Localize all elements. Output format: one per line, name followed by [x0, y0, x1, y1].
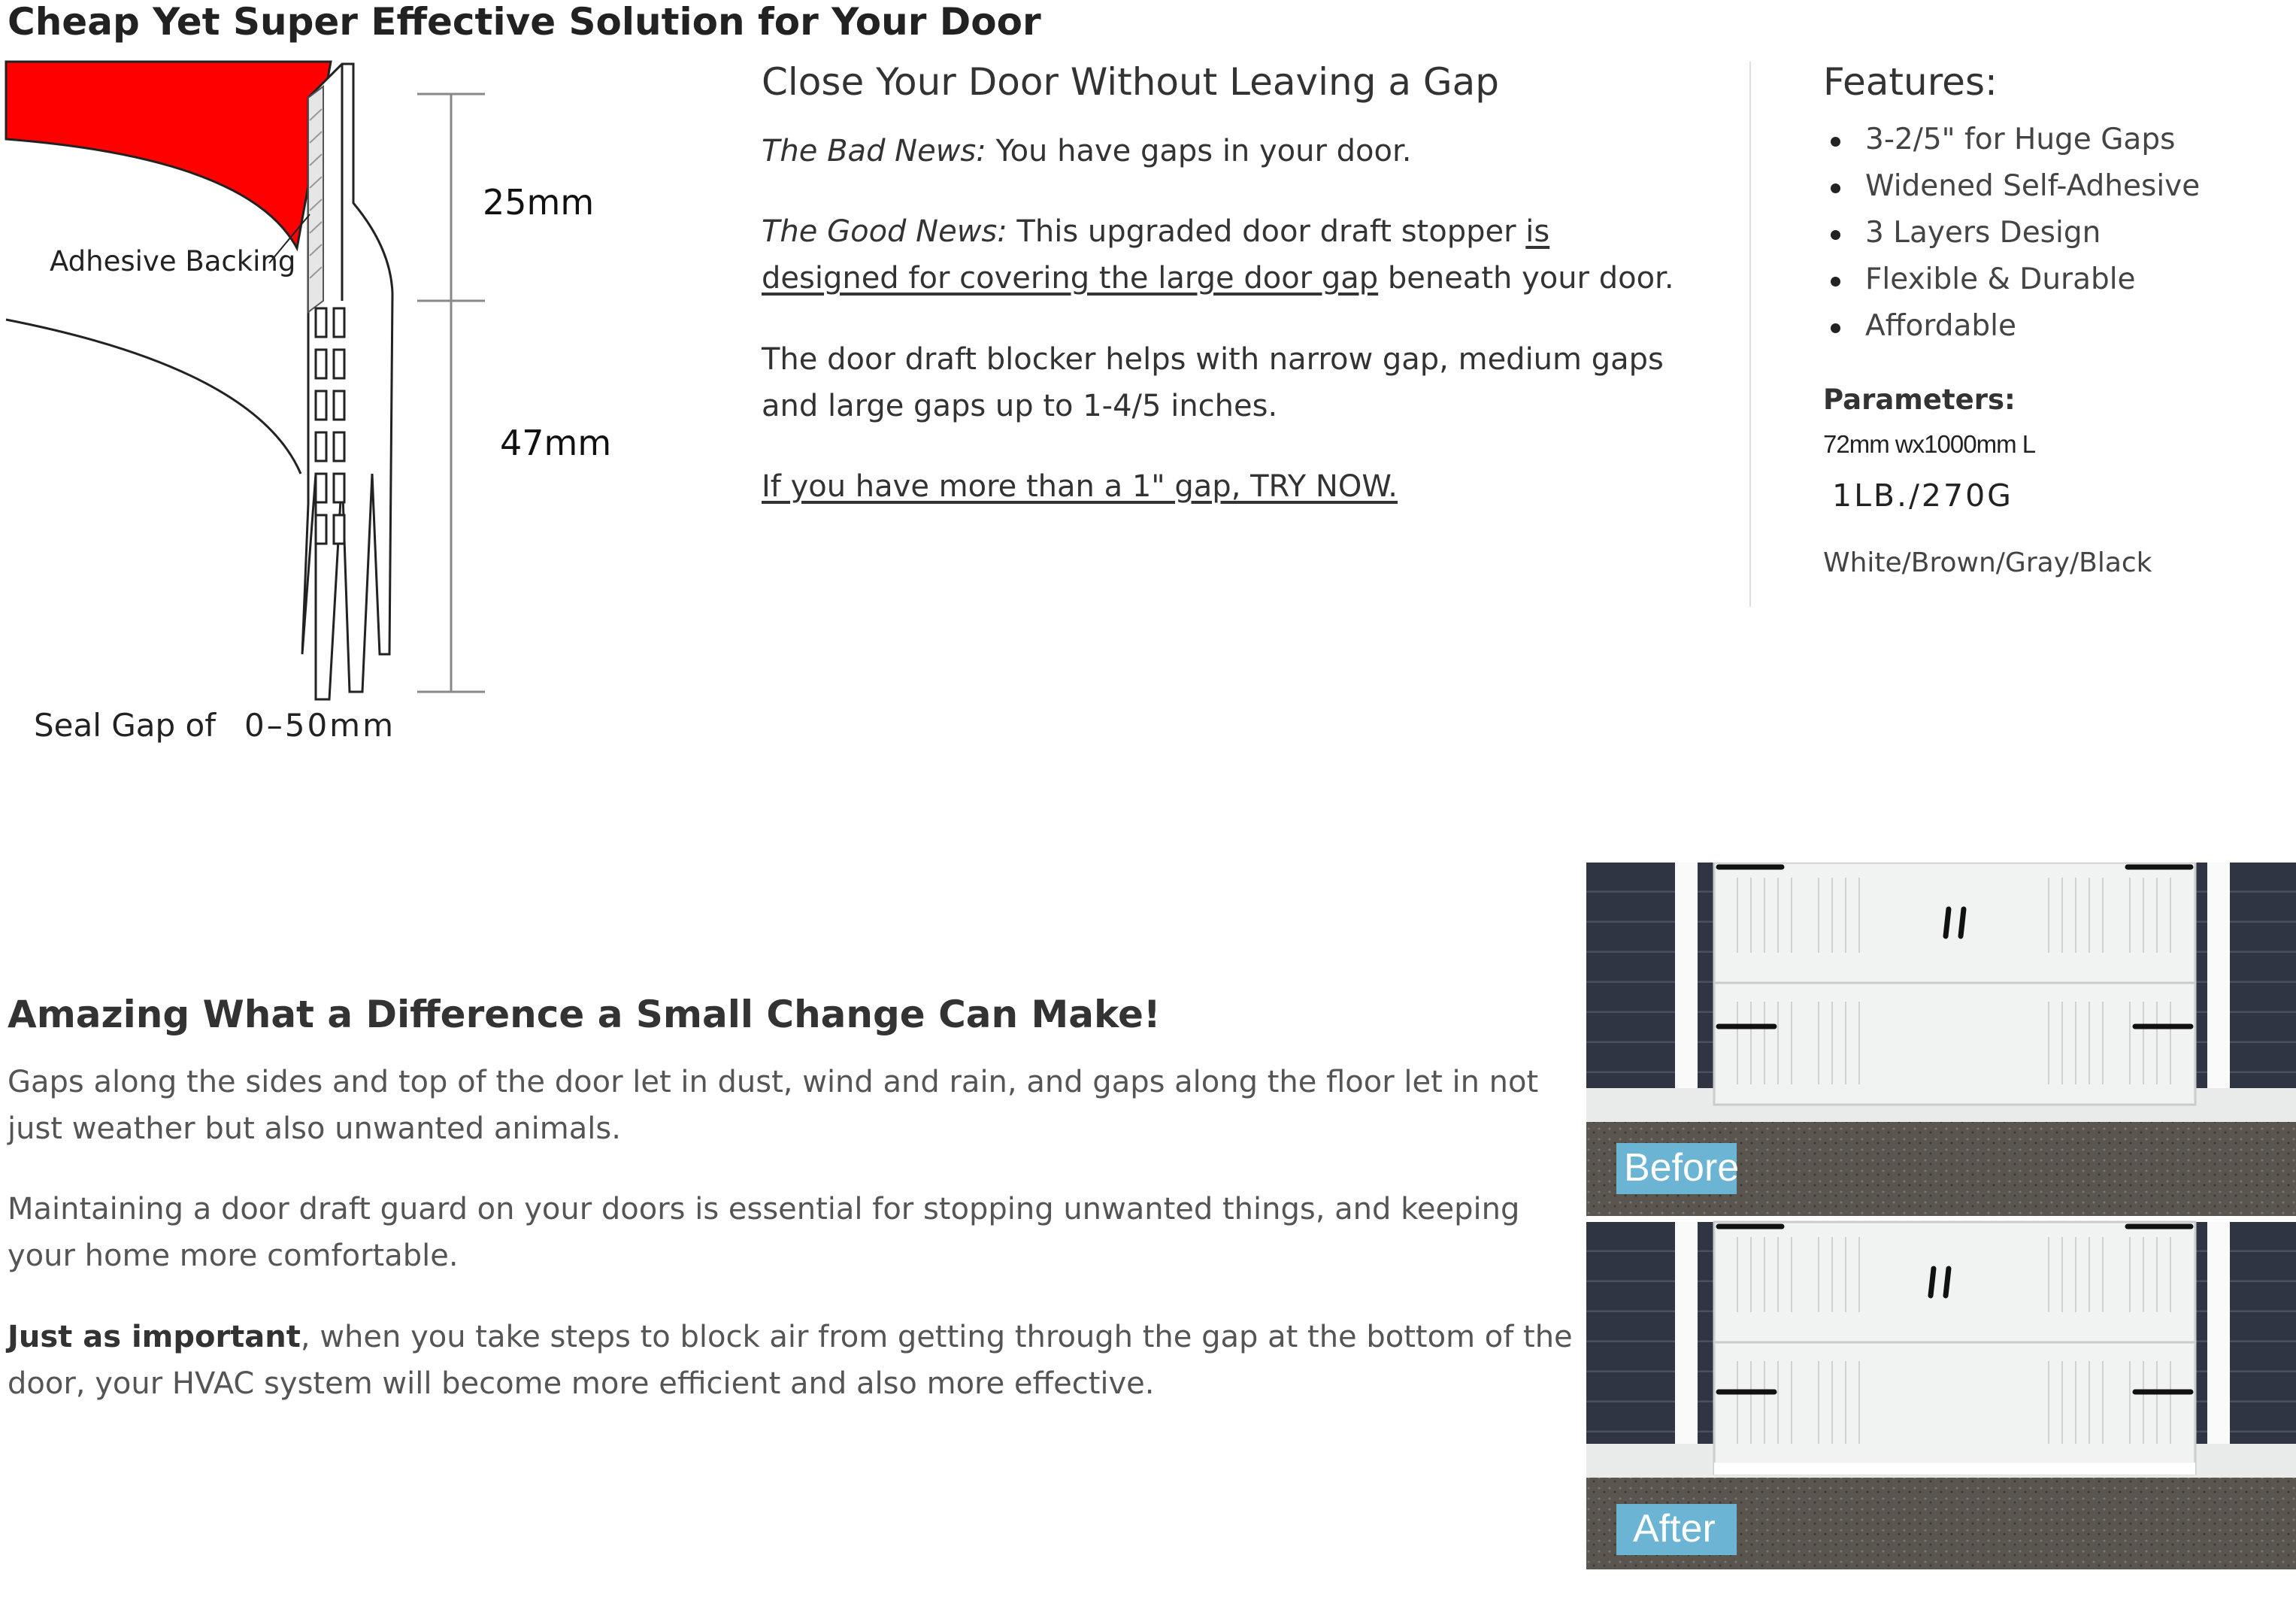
feature-item: Affordable	[1823, 303, 2200, 350]
try-now-link[interactable]: If you have more than a 1" gap, TRY NOW.	[762, 469, 1398, 504]
draft-stopper-diagram	[0, 53, 677, 760]
seal-gap-label: Seal Gap of	[34, 707, 217, 744]
column-divider	[1749, 62, 1751, 607]
good-news-text: This upgraded door draft stopper	[1007, 214, 1526, 249]
amazing-paragraph-2: Maintaining a door draft guard on your doors is essential for stopping unwanted things, and keeping your home more comfortable.	[8, 1192, 1520, 1273]
features-list	[1823, 117, 2200, 350]
before-after-photos	[1586, 863, 2296, 1569]
blocker-text: The door draft blocker helps with narrow gap, medium gaps and large gaps up to 1-4/5 inches.	[762, 342, 1664, 423]
feature-item: Widened Self-Adhesive	[1823, 163, 2200, 210]
parameter-size: 72mm wx1000mm L	[1823, 430, 2036, 458]
door-red-area	[6, 62, 331, 248]
bad-news-label: The Bad News:	[762, 134, 986, 168]
just-as-important-bold: Just as important	[8, 1320, 301, 1354]
floor-curve	[6, 320, 301, 474]
good-news-label: The Good News:	[762, 214, 1007, 249]
features-title: Features:	[1823, 60, 1998, 104]
dimension-bottom-label: 47mm	[500, 423, 612, 463]
after-label: After	[1633, 1507, 1716, 1551]
amazing-paragraph-3	[8, 1314, 1579, 1407]
parameter-colors: White/Brown/Gray/Black	[1823, 547, 2152, 578]
before-photo	[1586, 863, 2296, 1216]
seal-gap-range: 0–50mm	[244, 707, 395, 744]
bad-news-paragraph	[762, 128, 1701, 174]
dimension-top-label: 25mm	[483, 182, 595, 223]
designed-for-link[interactable]: is designed for covering the large door gap	[762, 214, 1550, 296]
good-news-text-end: beneath your door.	[1378, 261, 1674, 296]
amazing-paragraph-1: Gaps along the sides and top of the door let in dust, wind and rain, and gaps along the floor let in not just weather but also unwanted animals.	[8, 1065, 1539, 1146]
feature-item: Flexible & Durable	[1823, 256, 2200, 303]
after-photo	[1586, 1222, 2296, 1569]
parameters-title: Parameters:	[1823, 384, 2016, 416]
amazing-paragraph-3-text: , when you take steps to block air from getting through the gap at the bottom of the door, your HVAC system will become more efficient and also more effective.	[8, 1320, 1573, 1401]
blocker-paragraph	[762, 336, 1694, 429]
bad-news-text: You have gaps in your door.	[986, 134, 1412, 168]
feature-item: 3-2/5" for Huge Gaps	[1823, 117, 2200, 163]
section-title-gap: Close Your Door Without Leaving a Gap	[762, 60, 1500, 104]
amazing-title: Amazing What a Difference a Small Change Can Make!	[8, 993, 1161, 1036]
feature-item: 3 Layers Design	[1823, 210, 2200, 256]
before-label: Before	[1624, 1146, 1740, 1190]
cta-paragraph	[762, 463, 1701, 510]
page-title: Cheap Yet Super Effective Solution for Your Door	[8, 0, 1041, 44]
parameter-weight: 1LB./270G	[1832, 478, 2013, 514]
good-news-paragraph	[762, 208, 1694, 302]
adhesive-backing-label: Adhesive Backing	[50, 245, 296, 277]
